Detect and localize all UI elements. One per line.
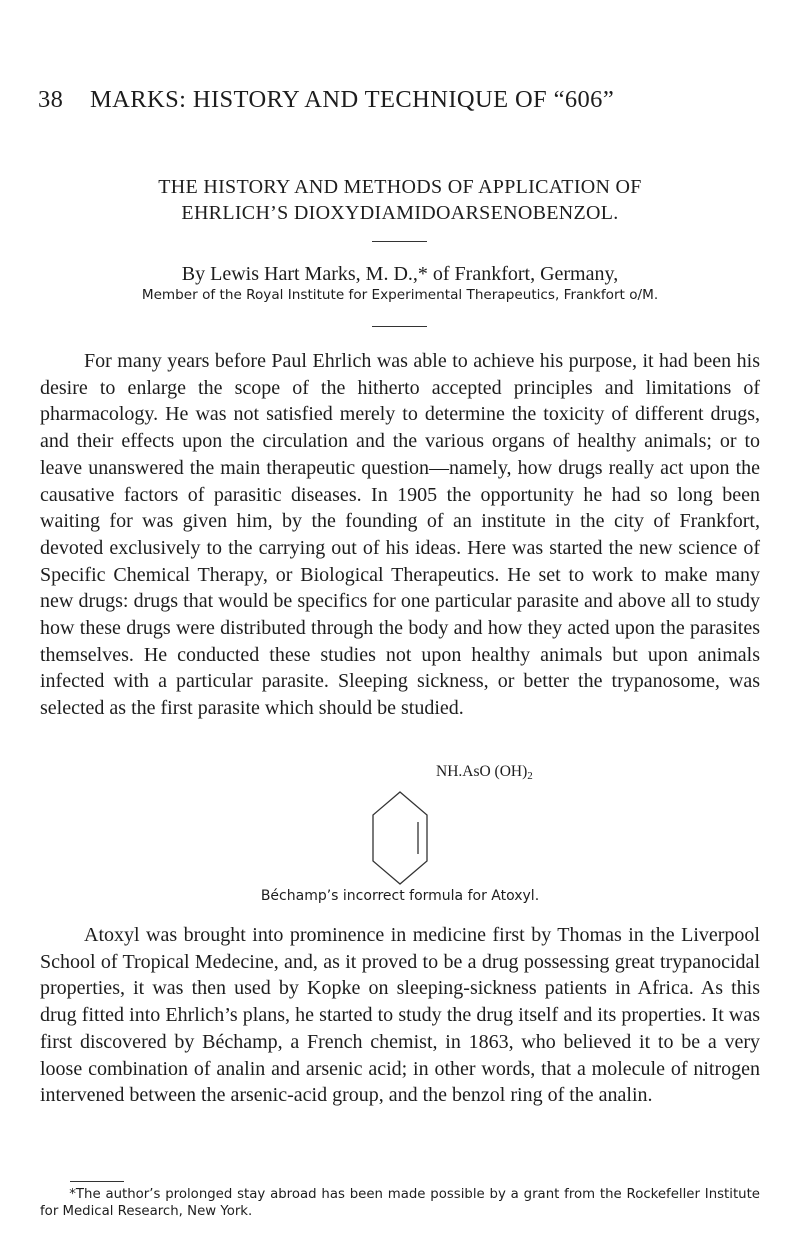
article-title-line-2: EHRLICH’S DIOXYDIAMIDOARSENOBENZOL.: [181, 202, 619, 224]
formula-caption: Béchamp’s incorrect formula for Atoxyl.: [260, 888, 540, 904]
body-paragraph-1: For many years before Paul Ehrlich was able to achieve his purpose, it had been his desire to enlarge the scope of the hitherto accepted principles and limitations of pharmacology. He was not satisfied merely to determine the toxicity of different drugs, and their effects upon the circulation and the various organs of healthy animals; or to leave unanswered the main therapeutic question—namely, how drugs really act upon the causative factors of parasitic diseases. In 1905 the opportunity he had so long been waiting for was given him, by the founding of an institute in the city of Frankfort, devoted exclusively to the carrying out of his ideas. Here was started the new science of Specific Chemical Therapy, or Biological Therapeutics. He set to work to make many new drugs: drugs that would be specifics for one particular parasite and above all to study how these drugs were distributed through the body and how they acted upon the parasites themselves. He conducted these studies not upon healthy animals but upon animals infected with a particular parasite. Sleeping sickness, or better the trypanosome, was selected as the first parasite which should be studied.: [40, 350, 760, 720]
body-paragraph-2: Atoxyl was brought into prominence in medicine first by Thomas in the Liverpool School of Tropical Medecine, and, as it proved to be a drug possessing great trypanocidal properties, it was then used by Kopke on sleeping-sickness patients in Africa. As this drug fitted into Ehrlich’s plans, he started to study the drug itself and its properties. It was first discovered by Béchamp, a French chemist, in 1863, who believed it to be a very loose combination of analin and arsenic acid; in other words, that a molecule of nitrogen intervened between the arsenic-acid group, and the benzol ring of the analin.: [40, 924, 760, 1107]
running-head-title: MARKS: HISTORY AND TECHNIQUE OF “606”: [90, 86, 615, 113]
benzene-ring-diagram: [371, 790, 431, 886]
running-head: [38, 86, 778, 114]
article-title-line-1: THE HISTORY AND METHODS OF APPLICATION OF: [158, 176, 642, 198]
formula-label-main: NH.AsO (OH): [436, 763, 528, 780]
divider-rule: [372, 241, 427, 242]
byline: By Lewis Hart Marks, M. D.,* of Frankfort, Germany,: [181, 263, 619, 285]
article-title: [40, 174, 760, 226]
footnote-rule: [70, 1181, 124, 1182]
divider-rule: [372, 326, 427, 327]
formula-label-subscript: 2: [527, 770, 533, 782]
formula-label: [436, 763, 533, 782]
page-number: 38: [38, 86, 64, 113]
author-affiliation: Member of the Royal Institute for Experimental Therapeutics, Frankfort o/M.: [141, 287, 659, 303]
footnote: *The author’s prolonged stay abroad has been made possible by a grant from the Rockefeller Institute for Medical Research, New York.: [40, 1187, 760, 1219]
